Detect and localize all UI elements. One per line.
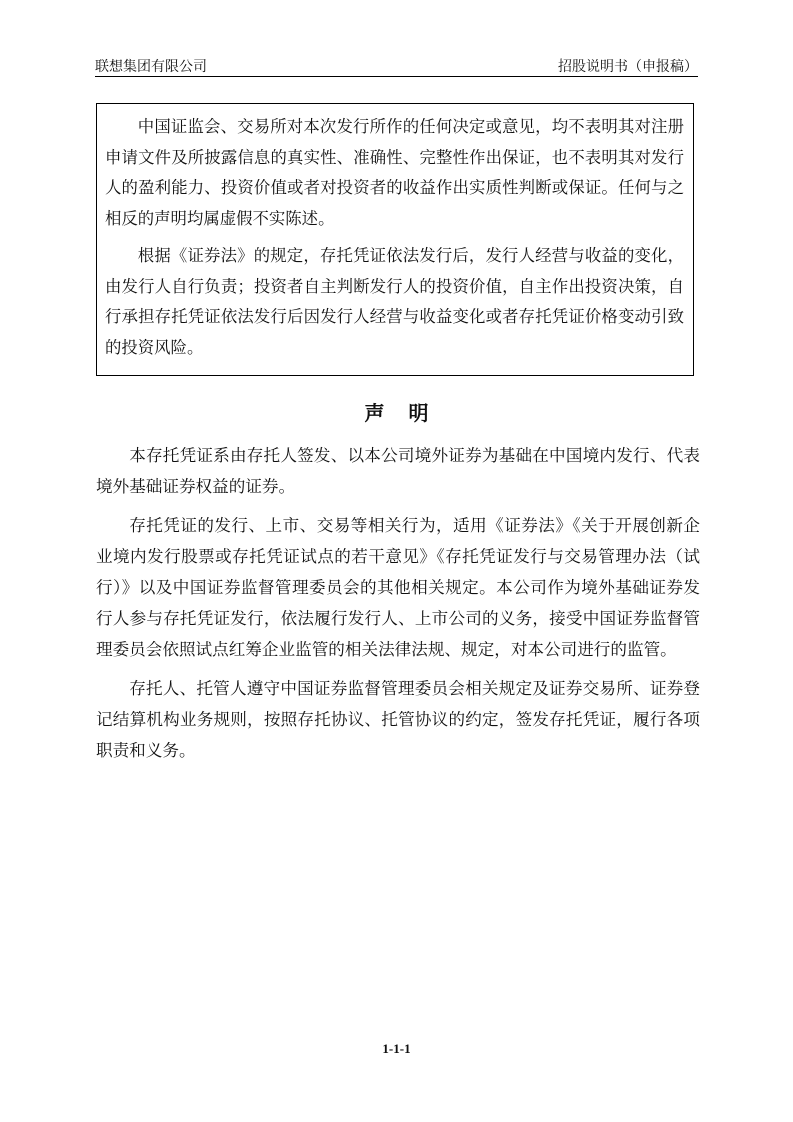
regulatory-notice-box: [96, 103, 694, 376]
page-number: 1-1-1: [382, 1041, 411, 1056]
notice-paragraph: 根据《证券法》的规定，存托凭证依法发行后，发行人经营与收益的变化，由发行人自行负责；投资者自主判断发行人的投资价值，自主作出投资决策，自行承担存托凭证依法发行后因发行人经营与收益变化或者存托凭证价格变动引致的投资风险。: [105, 246, 684, 357]
section-title: 声明: [364, 401, 453, 425]
declaration-body: [96, 440, 700, 774]
body-paragraph: 本存托凭证系由存托人签发、以本公司境外证券为基础在中国境内发行、代表境外基础证券权益的证券。: [96, 446, 700, 496]
document-type: 招股说明书（申报稿）: [558, 60, 698, 75]
notice-paragraph: 中国证监会、交易所对本次发行所作的任何决定或意见，均不表明其对注册申请文件及所披露信息的真实性、准确性、完整性作出保证，也不表明其对发行人的盈利能力、投资价值或者对投资者的收益作出实质性判断或保证。任何与之相反的声明均属虚假不实陈述。: [105, 117, 684, 228]
page-header: [95, 56, 698, 77]
body-paragraph: 存托人、托管人遵守中国证券监督管理委员会相关规定及证券交易所、证券登记结算机构业务规则，按照存托协议、托管协议的约定，签发存托凭证，履行各项职责和义务。: [96, 679, 700, 760]
body-paragraph: 存托凭证的发行、上市、交易等相关行为，适用《证券法》《关于开展创新企业境内发行股票或存托凭证试点的若干意见》《存托凭证发行与交易管理办法（试行）》以及中国证券监督管理委员会的其他相关规定。本公司作为境外基础证券发行人参与存托凭证发行，依法履行发行人、上市公司的义务，接受中国证券监督管理委员会依照试点红筹企业监管的相关法律法规、规定，对本公司进行的监管。: [96, 516, 700, 659]
company-name: 联想集团有限公司: [95, 60, 207, 75]
